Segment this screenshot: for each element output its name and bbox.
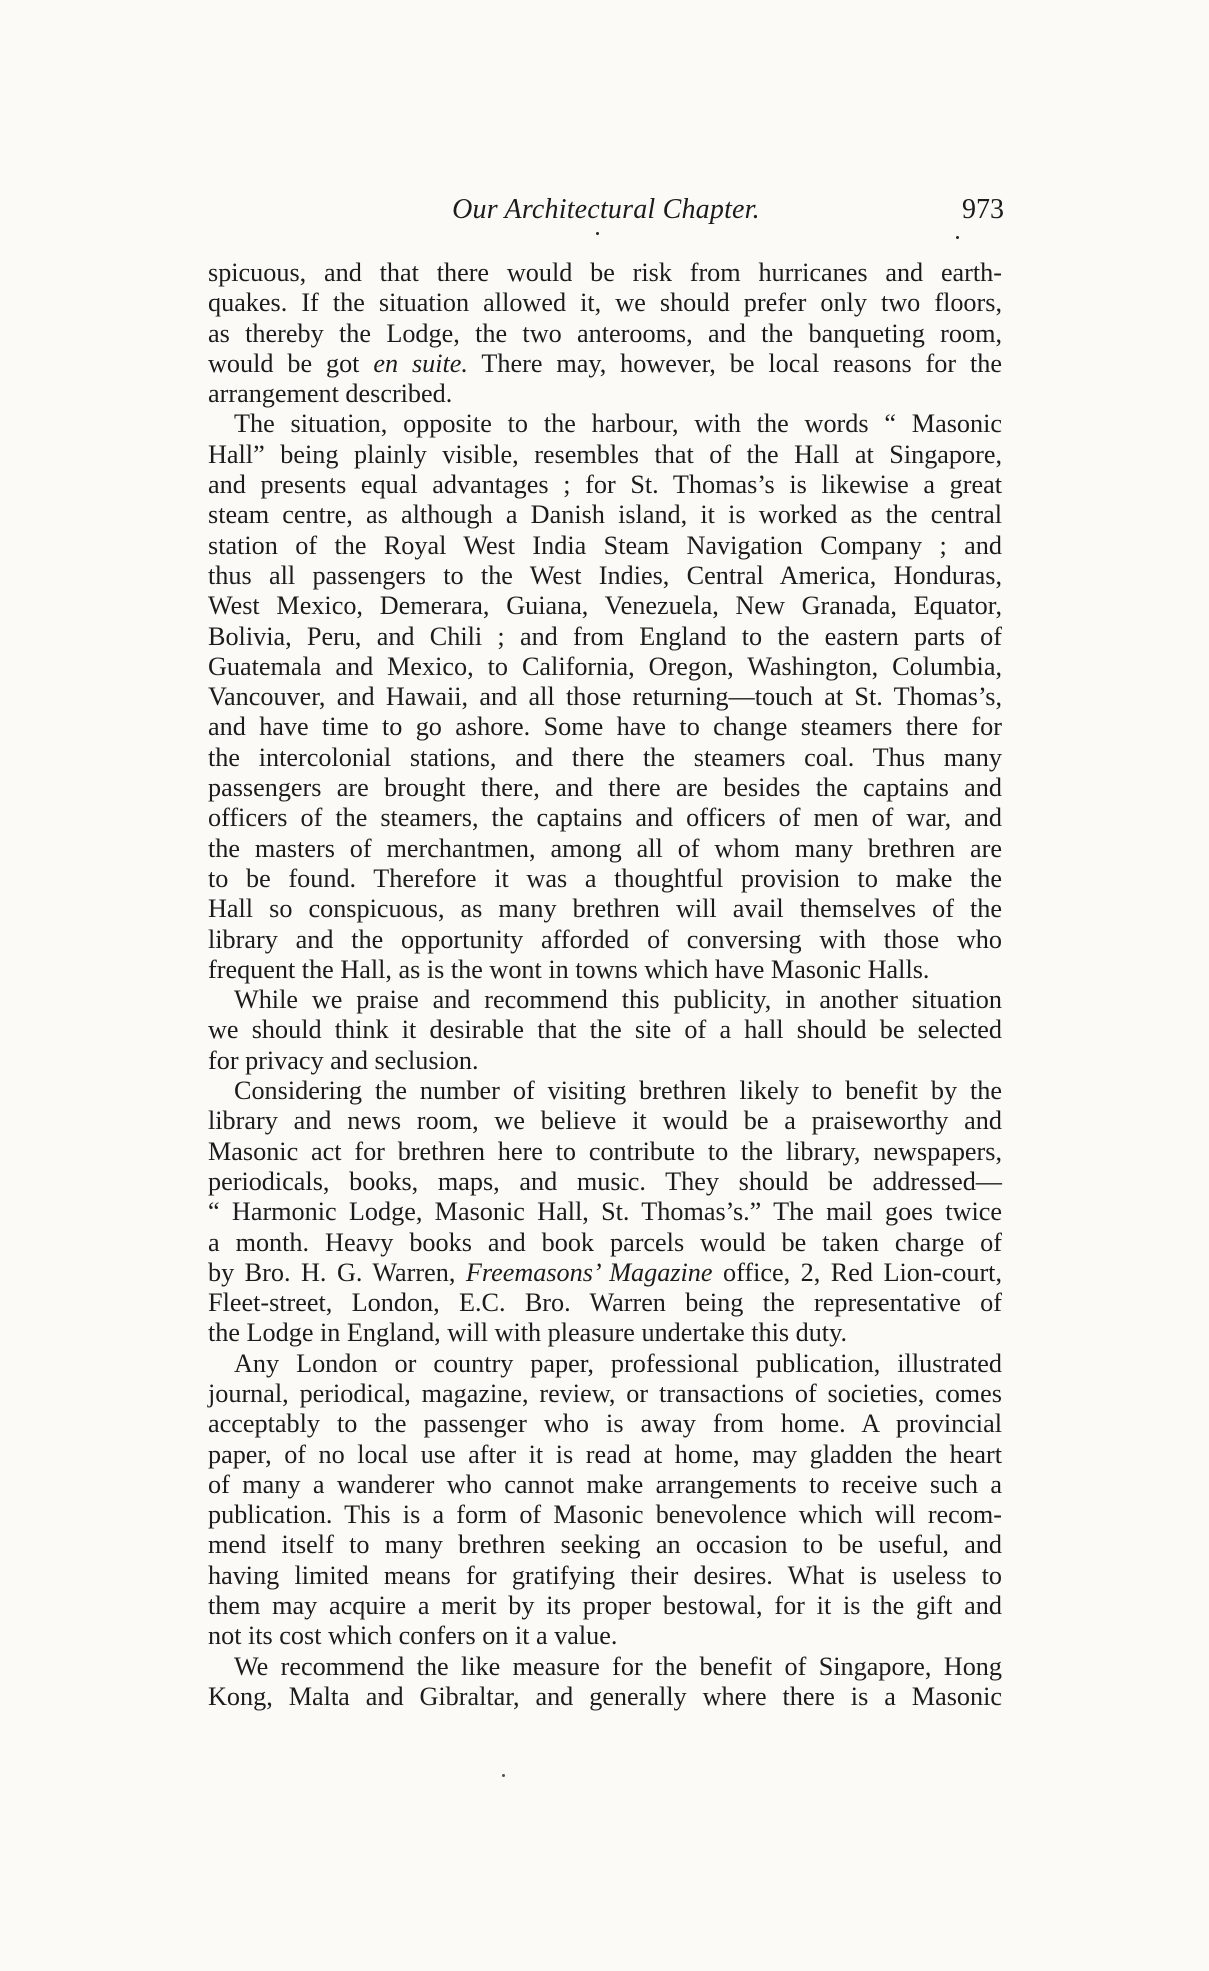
text-line	[208, 622, 1002, 652]
line-text: Guatemala and Mexico, to California, Oregon, Washington, Columbia,	[208, 651, 1002, 681]
line-text: Kong, Malta and Gibraltar, and generally where there is a Masonic	[208, 1681, 1002, 1711]
running-head	[208, 192, 1004, 232]
text-line	[208, 652, 1002, 682]
text-line	[208, 1137, 1002, 1167]
text-line	[208, 591, 1002, 621]
line-text: paper, of no local use after it is read at home, may gladden the heart	[208, 1439, 1002, 1469]
text-line	[208, 894, 1002, 924]
text-line	[208, 1621, 1002, 1651]
text-line	[208, 349, 1002, 379]
line-text: Masonic act for brethren here to contribute to the library, newspapers,	[208, 1136, 1002, 1166]
line-text: We recommend the like measure for the benefit of Singapore, Hong	[234, 1651, 1002, 1681]
text-line	[208, 440, 1002, 470]
line-text: thus all passengers to the West Indies, Central America, Honduras,	[208, 560, 1002, 590]
italic-text: Freemasons’ Magazine	[465, 1257, 713, 1287]
line-text: publication. This is a form of Masonic benevolence which will recom-	[208, 1500, 1002, 1530]
line-text: as thereby the Lodge, the two anterooms, and the banqueting room,	[208, 318, 1002, 348]
line-text: Vancouver, and Hawaii, and all those returning—touch at St. Thomas’s,	[208, 682, 1002, 712]
line-text: “ Harmonic Lodge, Masonic Hall, St. Thomas’s.” The mail goes twice	[208, 1197, 1002, 1227]
text-line	[208, 288, 1002, 318]
text-line	[208, 803, 1002, 833]
print-mark	[956, 236, 959, 239]
line-text: not its cost which confers on it a value.	[208, 1621, 618, 1651]
text-line	[208, 1682, 1002, 1712]
text-line	[208, 1197, 1002, 1227]
line-text: station of the Royal West India Steam Navigation Company ; and	[208, 530, 1002, 560]
running-title: Our Architectural Chapter.	[452, 194, 760, 225]
text-line	[208, 1470, 1002, 1500]
line-text: The situation, opposite to the harbour, with the words “ Masonic	[234, 409, 1002, 439]
text-line	[208, 1591, 1002, 1621]
line-text: having limited means for gratifying their desires. What is useless to	[208, 1560, 1002, 1590]
text-line	[208, 1500, 1002, 1530]
text-line	[208, 743, 1002, 773]
line-text: There may, however, be local reasons for the	[467, 348, 1002, 378]
line-text: we should think it desirable that the site of a hall should be selected	[208, 1015, 1002, 1045]
text-line	[208, 1288, 1002, 1318]
text-line	[208, 319, 1002, 349]
text-line	[208, 1228, 1002, 1258]
text-line	[208, 1530, 1002, 1560]
line-text: steam centre, as although a Danish island, it is worked as the central	[208, 500, 1002, 530]
text-line	[208, 1440, 1002, 1470]
line-text: of many a wanderer who cannot make arrangements to receive such a	[208, 1469, 1002, 1499]
line-text: periodicals, books, maps, and music. They should be addressed—	[208, 1166, 1002, 1196]
text-line	[208, 500, 1002, 530]
italic-text: en suite.	[373, 348, 468, 378]
paragraph-first-line	[208, 1349, 1002, 1379]
line-text: officers of the steamers, the captains and officers of men of war, and	[208, 803, 1002, 833]
line-text: Bolivia, Peru, and Chili ; and from England to the eastern parts of	[208, 621, 1002, 651]
line-text: arrangement described.	[208, 379, 453, 409]
text-line	[208, 531, 1002, 561]
text-line	[208, 682, 1002, 712]
text-line	[208, 1561, 1002, 1591]
line-text: quakes. If the situation allowed it, we should prefer only two floors,	[208, 288, 1002, 318]
line-text: library and the opportunity afforded of conversing with those who	[208, 924, 1002, 954]
text-line	[208, 1379, 1002, 1409]
page-number: 973	[962, 194, 1004, 225]
text-line	[208, 864, 1002, 894]
print-mark	[596, 232, 599, 235]
text-line	[208, 1015, 1002, 1045]
text-line	[208, 1106, 1002, 1136]
text-line	[208, 834, 1002, 864]
text-line	[208, 258, 1002, 288]
text-line	[208, 470, 1002, 500]
text-line	[208, 379, 1002, 409]
paragraph-first-line	[208, 409, 1002, 439]
paragraph-first-line	[208, 985, 1002, 1015]
line-text: the Lodge in England, will with pleasure undertake this duty.	[208, 1318, 848, 1348]
line-text: and presents equal advantages ; for St. Thomas’s is likewise a great	[208, 470, 1002, 500]
text-line	[208, 925, 1002, 955]
line-text: the masters of merchantmen, among all of whom many brethren are	[208, 833, 1002, 863]
line-text: Any London or country paper, professional publication, illustrated	[234, 1348, 1002, 1378]
text-line	[208, 1046, 1002, 1076]
line-text: library and news room, we believe it would be a praiseworthy and	[208, 1106, 1002, 1136]
line-text: Hall” being plainly visible, resembles that of the Hall at Singapore,	[208, 439, 1002, 469]
line-text: Fleet-street, London, E.C. Bro. Warren being the representative of	[208, 1288, 1002, 1318]
text-line	[208, 955, 1002, 985]
line-text: spicuous, and that there would be risk from hurricanes and earth-	[208, 258, 1002, 287]
line-text: mend itself to many brethren seeking an occasion to be useful, and	[208, 1530, 1002, 1560]
line-text: passengers are brought there, and there are besides the captains and	[208, 773, 1002, 803]
text-line	[208, 712, 1002, 742]
print-mark	[502, 1774, 505, 1777]
text-line	[208, 1167, 1002, 1197]
line-text: office, 2, Red Lion-court,	[712, 1257, 1002, 1287]
line-text: frequent the Hall, as is the wont in towns which have Masonic Halls.	[208, 954, 930, 984]
line-text: the intercolonial stations, and there the steamers coal. Thus many	[208, 742, 1002, 772]
line-text: and have time to go ashore. Some have to change steamers there for	[208, 712, 1002, 742]
line-text: While we praise and recommend this publicity, in another situation	[234, 985, 1002, 1015]
line-text: Considering the number of visiting brethren likely to benefit by the	[234, 1076, 1002, 1106]
paragraph-first-line	[208, 1076, 1002, 1106]
line-text: by Bro. H. G. Warren,	[208, 1257, 466, 1287]
line-text: West Mexico, Demerara, Guiana, Venezuela, New Granada, Equator,	[208, 591, 1002, 621]
line-text: a month. Heavy books and book parcels would be taken charge of	[208, 1227, 1002, 1257]
line-text: to be found. Therefore it was a thoughtful provision to make the	[208, 863, 1002, 893]
paragraph-first-line	[208, 1652, 1002, 1682]
text-line	[208, 1409, 1002, 1439]
line-text: would be got	[208, 348, 374, 378]
text-line	[208, 1318, 1002, 1348]
line-text: Hall so conspicuous, as many brethren will avail themselves of the	[208, 894, 1002, 924]
line-text: journal, periodical, magazine, review, or transactions of societies, comes	[208, 1378, 1002, 1408]
line-text: them may acquire a merit by its proper bestowal, for it is the gift and	[208, 1591, 1002, 1621]
text-line	[208, 561, 1002, 591]
line-text: for privacy and seclusion.	[208, 1045, 479, 1075]
text-line	[208, 1258, 1002, 1288]
line-text: acceptably to the passenger who is away from home. A provincial	[208, 1409, 1002, 1439]
text-line	[208, 773, 1002, 803]
body-text	[208, 258, 1002, 1712]
